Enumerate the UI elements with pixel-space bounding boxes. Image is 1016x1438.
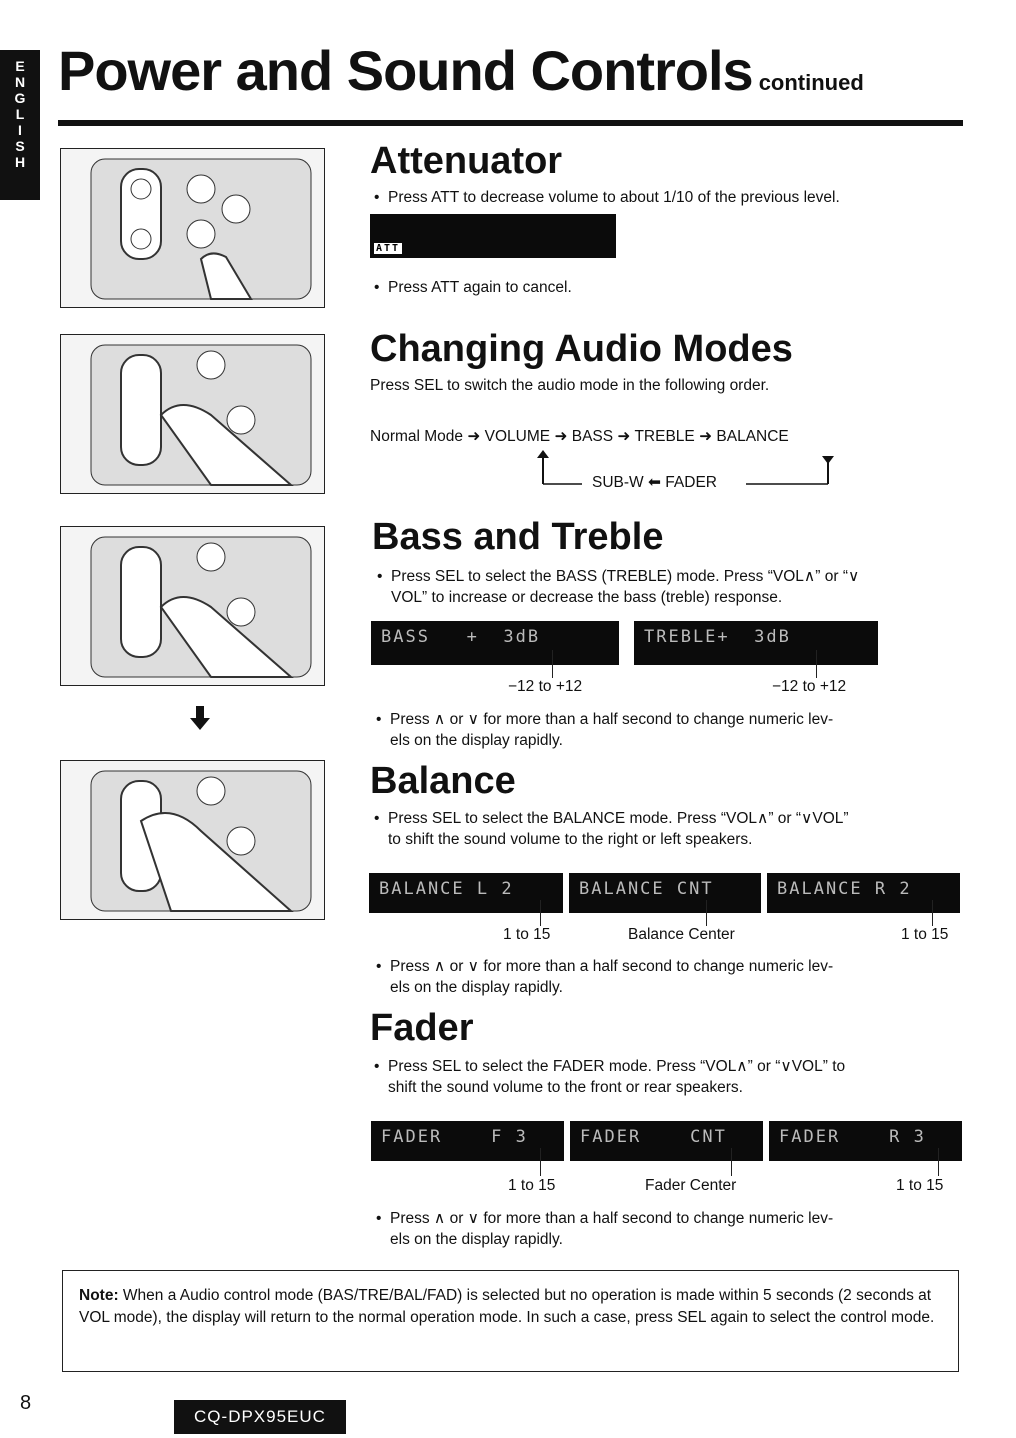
lang-letter: G [14, 90, 26, 106]
hand-pressing-sel-icon [61, 335, 324, 493]
lang-letter: H [14, 154, 26, 170]
balance-center-label: Balance Center [628, 926, 735, 943]
bass-treble-line1-b: VOL” to increase or decrease the bass (treble) response. [391, 589, 783, 606]
language-tab [0, 50, 40, 200]
audio-modes-intro: Press SEL to switch the audio mode in the following order. [370, 377, 770, 394]
balance-left-range: 1 to 15 [503, 926, 551, 943]
mode-bass: BASS [571, 428, 614, 445]
fader-line1-b: shift the sound volume to the front or rear speakers. [388, 1079, 743, 1096]
press-note-b: els on the display rapidly. [390, 1231, 563, 1248]
fader-press-note [390, 1208, 965, 1250]
fader-rear-indicator [938, 1148, 939, 1176]
att-press-illustration [60, 148, 325, 308]
mode-volume: VOLUME [484, 428, 551, 445]
lang-letter: L [15, 106, 25, 122]
model-number: CQ-DPX95EUC [174, 1400, 346, 1434]
bass-treble-line1-a: Press SEL to select the BASS (TREBLE) mode. Press “VOL∧” or “∨ [391, 568, 860, 585]
fader-center-indicator [731, 1148, 732, 1176]
balance-left-indicator [540, 900, 541, 926]
down-arrow-icon [190, 706, 210, 730]
bass-range: −12 to +12 [508, 678, 583, 695]
fader-rear-range: 1 to 15 [896, 1177, 944, 1194]
fader-rear-display: FADER R 3 [769, 1121, 962, 1161]
balance-line1-a: Press SEL to select the BALANCE mode. Press “VOL∧” or “∨VOL” [388, 810, 849, 827]
hand-pressing-sel-icon [61, 761, 324, 919]
treble-range: −12 to +12 [772, 678, 847, 695]
note-label: Note: [79, 1287, 119, 1304]
press-note-b: els on the display rapidly. [390, 979, 563, 996]
sel-press-illustration-3 [60, 760, 325, 920]
press-note-a: Press ∧ or ∨ for more than a half second to change numeric lev- [390, 1210, 834, 1227]
lang-letter: I [18, 122, 22, 138]
att-badge: ATT [376, 243, 401, 254]
attenuator-line2: • Press ATT again to cancel. [388, 277, 572, 298]
balance-right-display: BALANCE R 2 [767, 873, 960, 913]
bass-display: BASS + 3dB [371, 621, 619, 665]
audio-mode-flow-top [370, 427, 789, 446]
audio-mode-flow-bottom [592, 473, 717, 492]
left-arrow-icon: ⬅ [647, 474, 661, 491]
fader-front-indicator [540, 1148, 541, 1176]
page-number: 8 [20, 1392, 32, 1414]
press-note-a: Press ∧ or ∨ for more than a half second to change numeric lev- [390, 958, 834, 975]
mode-balance: BALANCE [716, 428, 789, 445]
lang-letter: S [15, 138, 25, 154]
mode-subw: SUB-W [592, 474, 644, 491]
balance-heading: Balance [370, 760, 516, 802]
balance-press-note [390, 956, 965, 998]
page-title-suffix: continued [758, 70, 864, 95]
balance-right-indicator [932, 900, 933, 926]
fader-line1-a: Press SEL to select the FADER mode. Press “VOL∧” or “∨VOL” to [388, 1058, 846, 1075]
bass-treble-heading: Bass and Treble [372, 516, 664, 558]
sel-press-illustration-1 [60, 334, 325, 494]
bass-treble-line1 [391, 566, 966, 608]
att-display [370, 214, 616, 258]
treble-display: TREBLE+ 3dB [634, 621, 878, 665]
page-title [58, 38, 864, 103]
hand-pressing-sel-icon [61, 527, 324, 685]
right-arrow-icon: ➜ [617, 428, 631, 445]
mode-treble: TREBLE [634, 428, 695, 445]
fader-line1 [388, 1056, 963, 1098]
balance-line1 [388, 808, 963, 850]
balance-center-display: BALANCE CNT [569, 873, 761, 913]
fader-front-range: 1 to 15 [508, 1177, 556, 1194]
lang-letter: N [14, 74, 26, 90]
bass-indicator-line [552, 650, 553, 678]
hand-pressing-att-icon [61, 149, 324, 307]
press-note-b: els on the display rapidly. [390, 732, 563, 749]
title-rule [58, 120, 963, 126]
right-arrow-icon: ➜ [467, 428, 481, 445]
page-title-text: Power and Sound Controls [58, 39, 753, 102]
note-box [62, 1270, 959, 1372]
sel-press-illustration-2 [60, 526, 325, 686]
press-note-a: Press ∧ or ∨ for more than a half second to change numeric lev- [390, 711, 834, 728]
balance-line1-b: to shift the sound volume to the right or left speakers. [388, 831, 753, 848]
balance-center-indicator [706, 900, 707, 926]
fader-front-display: FADER F 3 [371, 1121, 564, 1161]
note-text: When a Audio control mode (BAS/TRE/BAL/FAD) is selected but no operation is made within 5 seconds (2 seconds at VOL mode), the display will return to the normal operation mode. In such a case, press SEL again to select the control mode. [79, 1287, 935, 1326]
mode-fader: FADER [665, 474, 717, 491]
fader-heading: Fader [370, 1007, 474, 1049]
mode-normal: Normal Mode [370, 428, 464, 445]
fader-center-label: Fader Center [645, 1177, 737, 1194]
fader-center-display: FADER CNT [570, 1121, 763, 1161]
bass-treble-press-note [390, 709, 965, 751]
lang-letter: E [15, 58, 25, 74]
right-arrow-icon: ➜ [554, 428, 568, 445]
treble-indicator-line [816, 650, 817, 678]
balance-left-display: BALANCE L 2 [369, 873, 563, 913]
audio-modes-heading: Changing Audio Modes [370, 328, 793, 370]
attenuator-heading: Attenuator [370, 140, 563, 182]
balance-right-range: 1 to 15 [901, 926, 949, 943]
right-arrow-icon: ➜ [699, 428, 713, 445]
attenuator-line1: • Press ATT to decrease volume to about 1/10 of the previous level. [388, 187, 840, 208]
